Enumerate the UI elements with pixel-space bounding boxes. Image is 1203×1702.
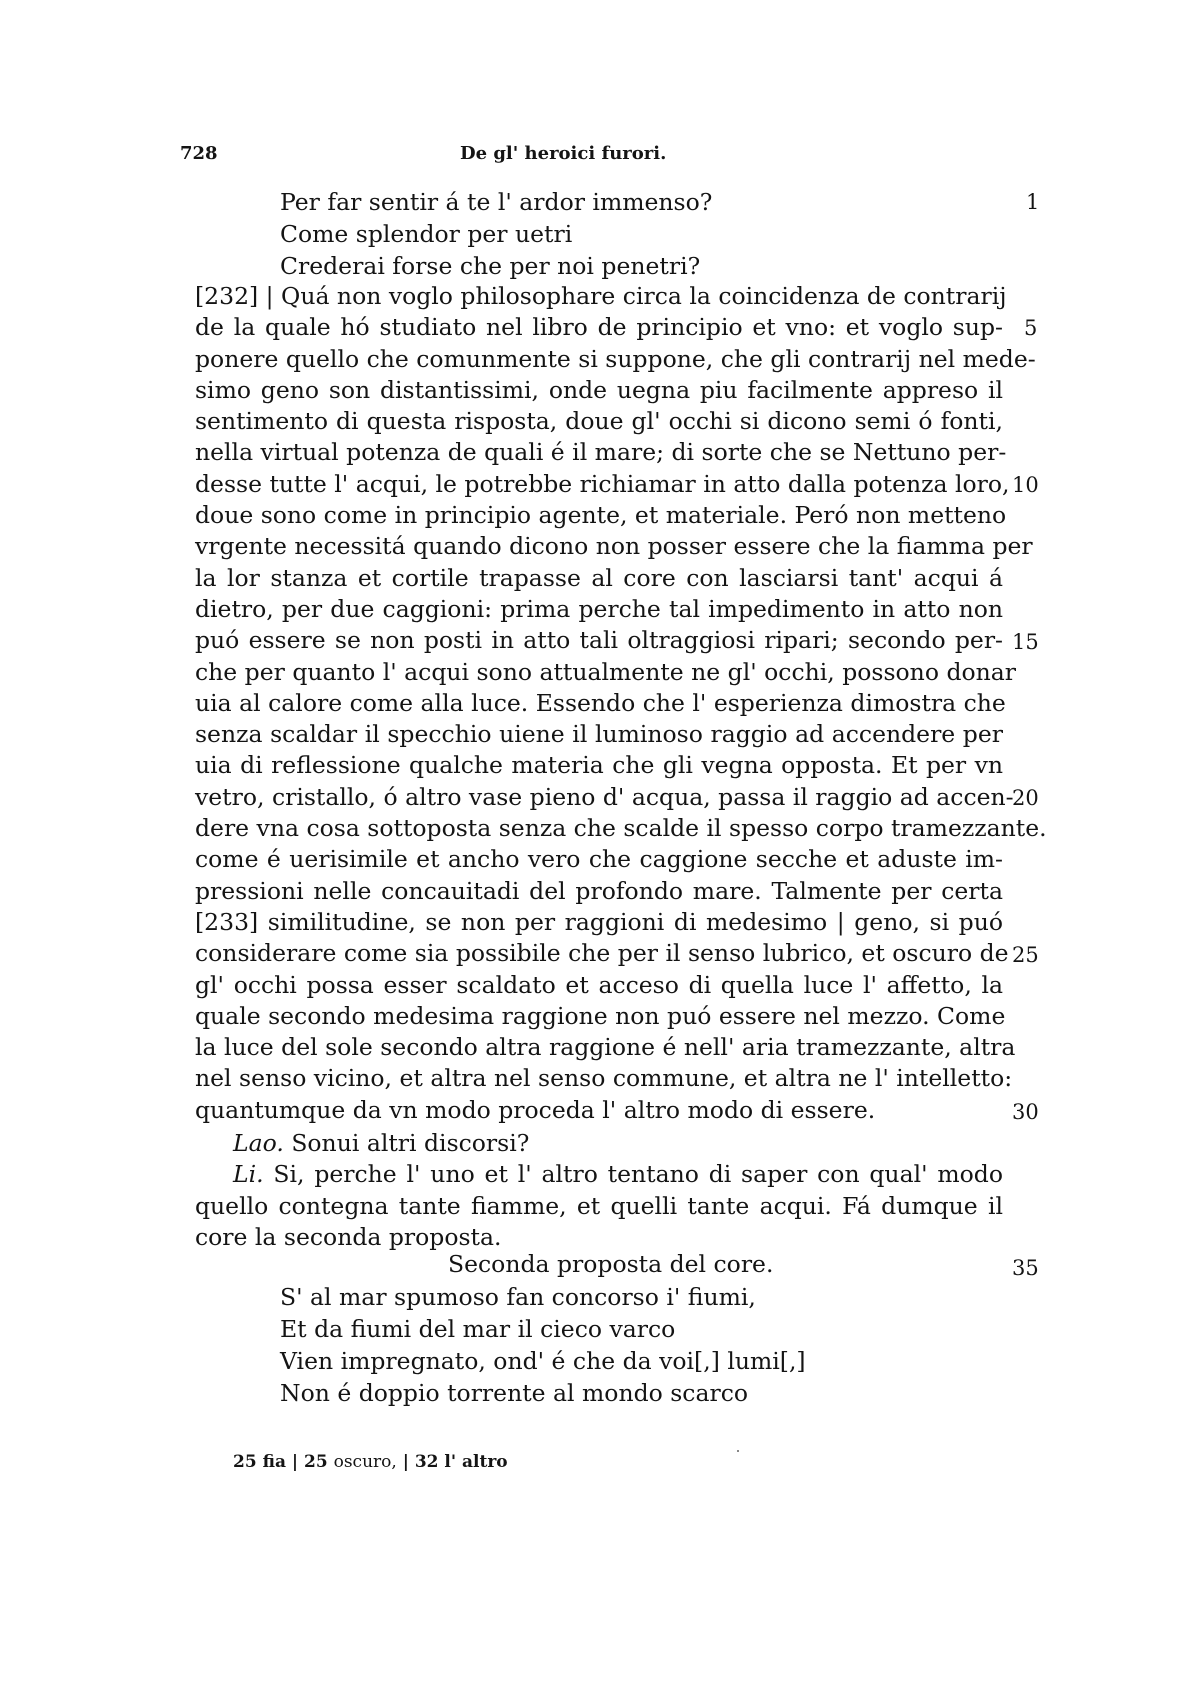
prose-line: senza scaldar il specchio uiene il luminoso raggio ad accendere per (195, 720, 1003, 749)
prose-line: vrgente necessitá quando dicono non posser essere che la fiamma per (195, 532, 1033, 561)
prose-line: pressioni nelle concauitadi del profondo mare. Talmente per certa (195, 876, 1003, 905)
verse-line: Per far sentir á te l' ardor immenso? (280, 188, 713, 216)
verse-line: Vien impregnato, ond' é che da voi[,] lumi[,] (280, 1347, 806, 1375)
prose-line: dere vna cosa sottoposta senza che scalde il spesso corpo tramezzante. (195, 814, 1047, 843)
running-title: De gl' heroici furori. (460, 143, 667, 164)
line-number: 20 (1012, 786, 1039, 810)
dialogue-line: core la seconda proposta. (195, 1222, 502, 1251)
prose-line: uia di reflessione qualche materia che gli vegna opposta. Et per vn (195, 751, 1003, 780)
prose-line: nella virtual potenza de quali é il mare; di sorte che se Nettuno per- (195, 438, 1007, 467)
page-header (0, 143, 1203, 173)
verse-line: S' al mar spumoso fan concorso i' fiumi, (280, 1283, 756, 1311)
footnote-text: l' altro (444, 1452, 508, 1472)
line-number: 5 (1024, 316, 1038, 340)
dialogue-text: Si, perche l' uno et l' altro tentano di saper con qual' modo (273, 1160, 1003, 1189)
line-number: 25 (1012, 943, 1039, 967)
verse-line: Crederai forse che per noi penetri? (280, 252, 701, 280)
verse-line: Et da fiumi del mar il cieco varco (280, 1315, 676, 1343)
line-number: 30 (1012, 1100, 1039, 1124)
dialogue-line (195, 1159, 1003, 1190)
prose-line: la luce del sole secondo altra raggione é nell' aria tramezzante, altra (195, 1033, 1016, 1062)
footnote-text: fia (262, 1452, 286, 1472)
prose-line: dietro, per due caggioni: prima perche tal impedimento in atto non (195, 594, 1003, 623)
footnote-text: oscuro, (333, 1452, 397, 1472)
dialogue-line (195, 1128, 1003, 1159)
prose-line: de la quale hó studiato nel libro de principio et vno: et voglo sup- (195, 313, 1003, 342)
print-speck (737, 1450, 739, 1452)
prose-line: la lor stanza et cortile trapasse al core con lasciarsi tant' acqui á (195, 563, 1003, 592)
prose-line: nel senso vicino, et altra nel senso commune, et altra ne l' intelletto: (195, 1064, 1013, 1093)
verse-line: Come splendor per uetri (280, 220, 573, 248)
prose-line: quantumque da vn modo proceda l' altro modo di essere. (195, 1095, 876, 1124)
footnote-ref: 32 (414, 1452, 439, 1472)
verse-line: Non é doppio torrente al mondo scarco (280, 1379, 749, 1407)
prose-line: doue sono come in principio agente, et materiale. Peró non metteno (195, 501, 1007, 530)
footnote-ref: 25 (233, 1452, 257, 1472)
verse-stanza-1 (280, 186, 712, 282)
prose-line: puó essere se non posti in atto tali oltraggiosi ripari; secondo per- (195, 626, 1003, 655)
prose-line: quale secondo medesima raggione non puó essere nel mezzo. Come (195, 1001, 1006, 1030)
line-number: 10 (1012, 473, 1039, 497)
line-number: 1 (1026, 190, 1040, 214)
line-number: 15 (1012, 630, 1039, 654)
prose-line: che per quanto l' acqui sono attualmente ne gl' occhi, possono donar (195, 657, 1017, 686)
prose-line: uia al calore come alla luce. Essendo che l' esperienza dimostra che (195, 688, 1006, 717)
speaker-lao: Lao. (233, 1129, 284, 1157)
poem-title: Seconda proposta del core. (448, 1250, 774, 1278)
prose-line: simo geno son distantissimi, onde uegna piu facilmente appreso il (195, 375, 1003, 404)
page-number: 728 (180, 143, 218, 164)
prose-line: desse tutte l' acqui, le potrebbe richiamar in atto dalla potenza loro, (195, 469, 1010, 498)
prose-line: [233] similitudine, se non per raggioni di medesimo | geno, si puó (195, 907, 1003, 936)
prose-line: come é uerisimile et ancho vero che caggione secche et aduste im- (195, 845, 1003, 874)
line-number: 35 (1012, 1256, 1039, 1280)
verse-stanza-2 (280, 1281, 806, 1409)
dialogue-block (195, 1128, 1003, 1253)
prose-line: considerare come sia possibile che per il senso lubrico, et oscuro de (195, 939, 1009, 968)
dialogue-text: Sonui altri discorsi? (291, 1129, 530, 1157)
prose-line: vetro, cristallo, ó altro vase pieno d' acqua, passa il raggio ad accen- (195, 782, 1014, 811)
footnote-ref: 25 (304, 1452, 328, 1472)
footnotes: 25 fia | 25 oscuro, | 32 l' altro (233, 1452, 508, 1472)
prose-line: [232] | Quá non voglo philosophare circa la coincidenza de contrarij (195, 282, 1007, 310)
prose-line: ponere quello che comunmente si suppone, che gli contrarij nel mede- (195, 344, 1036, 373)
prose-line: sentimento di questa risposta, doue gl' occhi si dicono semi ó fonti, (195, 407, 1003, 436)
prose-line: gl' occhi possa esser scaldato et acceso di quella luce l' affetto, la (195, 970, 1003, 999)
speaker-li: Li. (233, 1160, 264, 1189)
dialogue-line: quello contegna tante fiamme, et quelli tante acqui. Fá dumque il (195, 1191, 1003, 1220)
